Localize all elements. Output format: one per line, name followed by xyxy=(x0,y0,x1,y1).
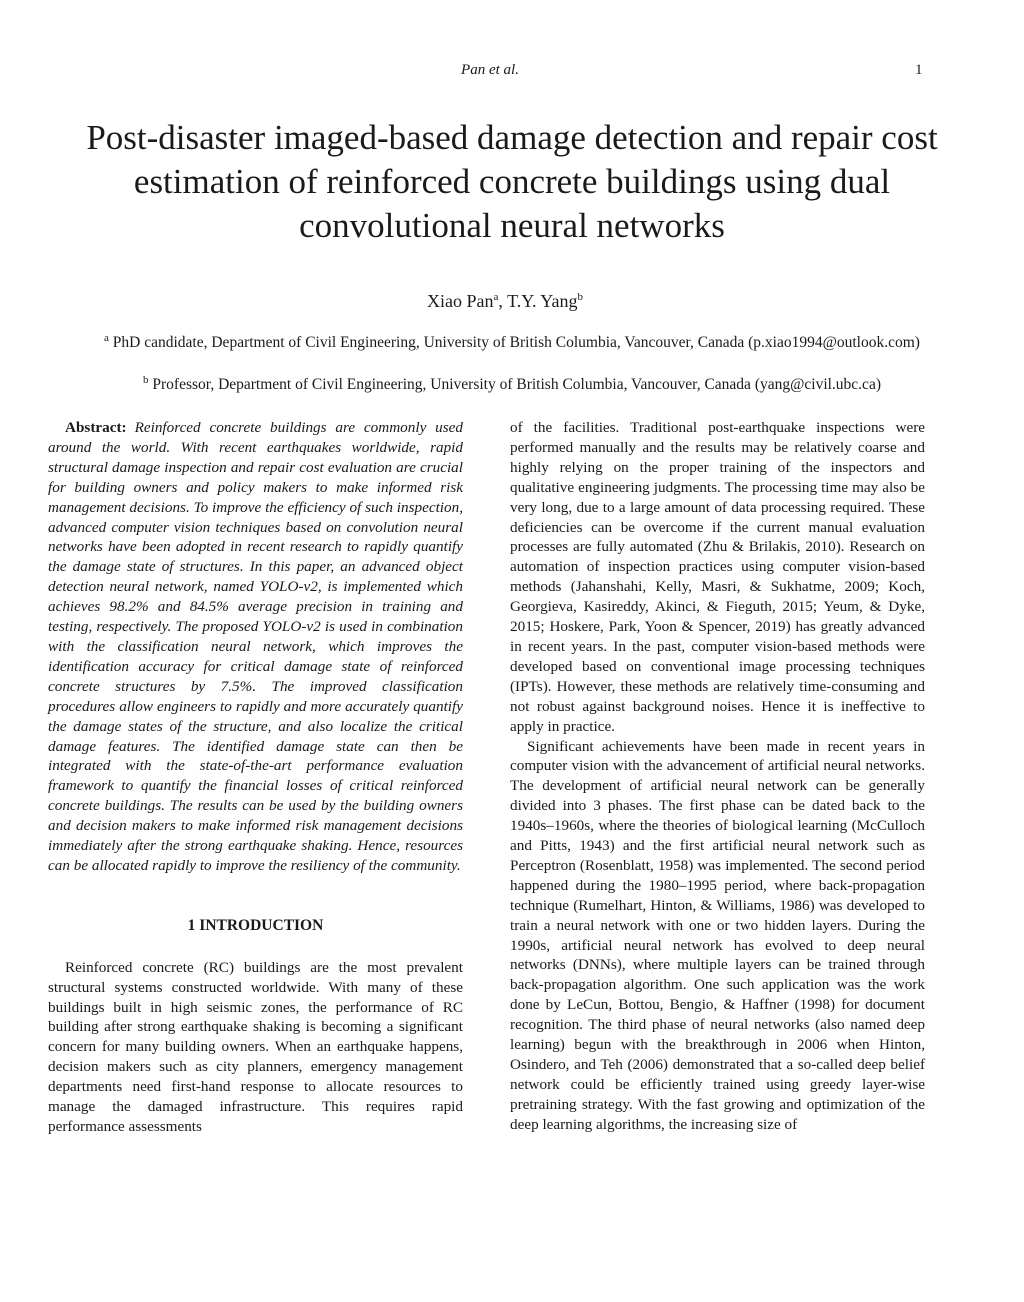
paragraph: Significant achievements have been made in recent years in computer vision with the advancement of artificial neural networks. The development of artificial neural network can be generally divided into 3 phases. The first phase can be dated back to the 1940s–1960s, where the theories of biological learning (McCulloch and Pitts, 1943) and the first artificial neural network such as Perceptron (Rosenblatt, 1958) was implemented. The second period happened during the 1980–1995 period, where back-propagation technique (Rumelhart, Hinton, & Williams, 1986) was developed to train a neural network with one or two hidden layers. During the 1990s, artificial neural network has evolved to deep neural networks (DNNs), where multiple layers can be trained through back-propagation algorithm. One such application was the work done by LeCun, Bottou, Bengio, & Haffner (1998) for document recognition. The third phase of neural networks (also named deep learning) begun with the breakthrough in 2006 when Hinton, Osindero, and Teh (2006) demonstrated that a so-called deep belief network could be efficiently trained using greedy layer-wise pretraining strategy. With the fast growing and optimization of the deep learning algorithms, the increasing size of xyxy=(510,737,925,1133)
affil-mark: a xyxy=(104,331,109,344)
author-separator: , xyxy=(498,291,508,311)
running-head xyxy=(0,62,1024,82)
author-name: T.Y. Yang xyxy=(507,291,578,311)
section-heading: 1 INTRODUCTION xyxy=(187,916,324,934)
affil-text: PhD candidate, Department of Civil Engineering, University of British Columbia, Vancouver, Canada (p.xiao1994@outlook.com) xyxy=(108,334,920,351)
affiliation-a xyxy=(40,332,984,353)
page-number: 1 xyxy=(915,62,923,78)
paragraph: of the facilities. Traditional post-earthquake inspections were performed manually and the results may be relatively coarse and highly relying on the proper training of the inspectors and qualitative engineering judgments. The processing time may also be very long, due to a large amount of data processing required. These deficiencies can be overcome if the current manual evaluation processes are fully automated (Zhu & Brilakis, 2010). Research on automation of inspection practices using computer vision-based methods (Jahanshahi, Kelly, Masri, & Sukhatme, 2009; Koch, Georgieva, Kasireddy, Akinci, & Fieguth, 2015; Yeum, & Dyke, 2015; Hoskere, Park, Yoon & Spencer, 2019) has greatly advanced in recent years. In the past, computer vision-based methods were developed based on conventional image processing techniques (IPTs). However, these methods are relatively time-consuming and not robust against background noises. Hence it is ineffective to apply in practice. xyxy=(510,419,925,735)
author-list xyxy=(0,291,1010,312)
abstract xyxy=(48,418,463,876)
author-name: Xiao Pan xyxy=(427,291,494,311)
author-affil-mark: a xyxy=(493,291,499,303)
author-affil-mark: b xyxy=(577,291,583,303)
abstract-body: Reinforced concrete buildings are commonly used around the world. With recent earthquakes worldwide, rapid structural damage inspection and repair cost evaluation are crucial for building owners and policy makers to make informed risk management decisions. To improve the efficiency of such inspection, advanced computer vision techniques based on convolution neural networks have been adopted in recent research to rapidly quantify the damage state of structures. In this paper, an advanced object detection neural network, named YOLO-v2, is implemented which achieves 98.2% and 84.5% average precision in training and testing, respectively. The proposed YOLO-v2 is used in combination with the classification neural network, which improves the identification accuracy for critical damage state of reinforced concrete structures by 7.5%. The improved classification procedures allow engineers to rapidly and more accurately quantify the damage states of the structure, and also localize the critical damage features. The identified damage state can then be integrated with the state-of-the-art performance evaluation framework to quantify the financial losses of critical reinforced concrete buildings. The results can be used by the building owners and decision makers to make informed risk management decisions immediately after the strong earthquake shaking. Hence, resources can be allocated rapidly to improve the resiliency of the community. xyxy=(48,419,463,874)
affiliation-b xyxy=(40,374,984,395)
left-column xyxy=(48,418,463,1137)
affil-mark: b xyxy=(143,373,149,386)
abstract-label: Abstract: xyxy=(65,419,127,436)
running-head-authors: Pan et al. xyxy=(461,62,519,78)
paper-title: Post-disaster imaged-based damage detection and repair cost estimation of reinforced concrete buildings using dual convolutional neural networks xyxy=(86,118,938,245)
right-column xyxy=(510,418,925,1135)
paragraph: Reinforced concrete (RC) buildings are the most prevalent structural systems constructed worldwide. With many of these buildings built in high seismic zones, the performance of RC building after strong earthquake shaking is becoming a significant concern for many building owners. When an earthquake happens, decision makers such as city planners, emergency management departments need first-hand response to allocate resources to manage the damaged infrastructure. This requires rapid performance assessments xyxy=(48,958,463,1135)
affil-text: Professor, Department of Civil Engineering, University of British Columbia, Vancouver, Canada (yang@civil.ubc.ca) xyxy=(148,376,881,393)
